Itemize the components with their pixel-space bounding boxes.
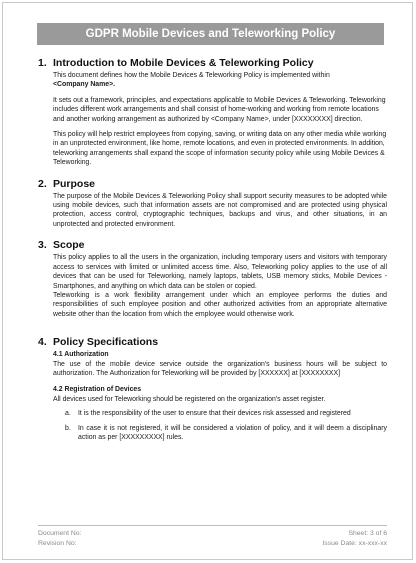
section-2-heading: 2. Purpose <box>38 177 96 190</box>
subsection-4-1-heading: 4.1 Authorization <box>53 351 109 359</box>
document-page <box>2 2 413 560</box>
issue-date: Issue Date: xx-xxx-xx <box>322 540 387 547</box>
section-1-heading: 1. Introduction to Mobile Devices & Teleworking Policy <box>38 57 314 69</box>
section-3-para-2: Teleworking is a work flexibility arrangement under which an employee performs the duties and responsibilities of such employee position and other authorized activities from an appropriate alternative website other than the location from which the employee would otherwise work. <box>53 291 387 318</box>
subsection-4-2-text: All devices used for Teleworking should be registered on the organization's asset register. <box>53 395 326 403</box>
revision-number-label: Revision No: <box>38 540 77 547</box>
section-1-para-2: It sets out a framework, principles, and expectations applicable to Mobile Devices & Teleworking. Teleworking includes different work arrangements and shall consist of home-working and working from remote locations and another working arrangement as authorized by <Company Name>, under [XXXXXXXX] direction. <box>53 96 386 123</box>
subsection-4-1-text: The use of the mobile device service outside the organization's business hours will be subject to authorization. The Authorization for Teleworking will be provided by [XXXXXX] at [XXXXXXXX] <box>53 360 387 377</box>
document-body <box>38 57 387 442</box>
list-item: b. In case it is not registered, it will be considered a violation of policy, and it will deem a disciplinary action as per [XXXXXXXXX] rules. <box>65 424 387 441</box>
document-number-label: Document No: <box>38 530 82 537</box>
section-1-para-1: This document defines how the Mobile Devices & Teleworking Policy is implemented within <box>53 72 330 79</box>
document-banner-title: GDPR Mobile Devices and Teleworking Policy <box>37 23 384 45</box>
registration-list <box>53 409 387 442</box>
section-3-para-1: This policy applies to all the users in the organization, including temporary users and visitors with temporary access to services with limited or unlimited access time. Also, Teleworking policy applies to the use of all devices that can be used for Teleworking, namely laptops, tablets, USB memory sticks, Mobile Devices - Smartphones, and anything on which data can be stolen or copied. <box>53 254 387 290</box>
section-2-para-1: The purpose of the Mobile Devices & Teleworking Policy shall support security measures to be adopted while using mobile devices, such that information assets are not compromised and are protected using physical protection, access control, cryptographic techniques, backups and virus, and other situations, in an unprotected and protected environment. <box>53 192 387 228</box>
sheet-number: Sheet: 3 of 6 <box>348 530 387 537</box>
section-3-heading: 3. Scope <box>38 239 85 252</box>
company-name-placeholder: <Company Name>. <box>53 81 116 89</box>
section-1-para-3: This policy will help restrict employees from copying, saving, or writing data on any other media while working in an unprotected environment, like home, remote locations, and even in protected environments. In addition, teleworking arrangements shall expand the scope of information security policy while using Mobile Devices & Teleworking. <box>53 131 387 167</box>
section-4-heading: 4. Policy Specifications <box>38 336 159 349</box>
list-item: a. It is the responsibility of the user to ensure that their devices risk assessed and registered <box>65 410 351 418</box>
page-footer <box>38 525 387 549</box>
subsection-4-2-heading: 4.2 Registration of Devices <box>53 386 142 394</box>
